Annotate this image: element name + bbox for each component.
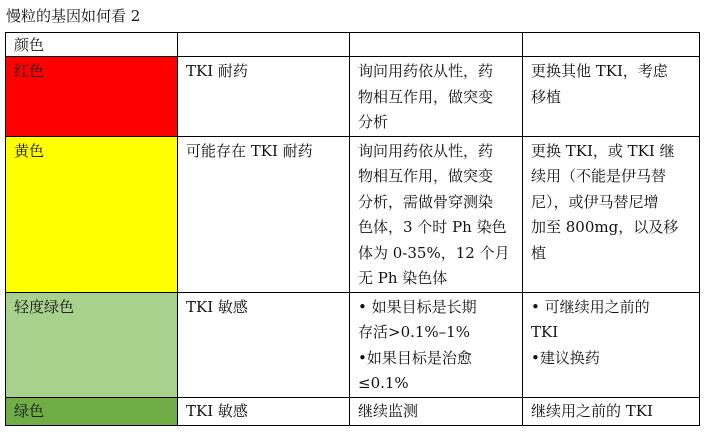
action-line: 存活>0.1%–1% (358, 323, 470, 341)
meaning-text-yellow: 可能存在 TKI 耐药 (186, 141, 313, 160)
action-line: 询问用药依从性，药 (358, 62, 494, 80)
table-header-row (6, 33, 700, 57)
table-row-red (6, 57, 700, 137)
color-name-light-green: 轻度绿色 (14, 297, 75, 316)
meaning-cell-red (178, 57, 350, 137)
action-line: ≤0.1% (358, 374, 409, 392)
advice-line: 加至 800mg，以及移 (531, 218, 679, 236)
advice-cell-green (523, 397, 700, 425)
meaning-text-green: TKI 敏感 (186, 401, 248, 420)
meaning-cell-yellow (178, 136, 350, 292)
action-line: • 如果目标是长期 (358, 297, 477, 316)
header-color-cell (6, 33, 178, 57)
meaning-cell-green (178, 397, 350, 425)
table-row-green (6, 397, 700, 425)
header-color-label: 颜色 (14, 36, 45, 54)
action-cell-green (350, 397, 523, 425)
action-line: 分析 (358, 113, 389, 131)
advice-line: 更换 TKI，或 TKI 继 (531, 141, 675, 160)
advice-line: 更换其他 TKI，考虑 (531, 62, 668, 80)
color-name-red: 红色 (14, 62, 45, 80)
color-name-yellow: 黄色 (14, 141, 45, 160)
color-name-green: 绿色 (14, 401, 45, 420)
table-row-yellow (6, 136, 700, 292)
action-cell-light-green (350, 292, 523, 397)
action-line: 询问用药依从性，药 (358, 141, 494, 160)
advice-line: 移植 (531, 87, 562, 106)
header-cell-2 (178, 33, 350, 57)
advice-line: TKI (531, 323, 559, 341)
table-row-light-green (6, 292, 700, 397)
action-line: 无 Ph 染色体 (358, 269, 448, 287)
action-line: 分析，需做骨穿测染 (358, 192, 494, 211)
gene-color-table (5, 32, 700, 426)
advice-line: 植 (531, 243, 547, 262)
action-line: 体为 0-35%，12 个月 (358, 243, 510, 262)
meaning-cell-light-green (178, 292, 350, 397)
action-line: 继续监测 (358, 401, 419, 420)
color-cell-light-green (6, 292, 178, 397)
advice-cell-red (523, 57, 700, 137)
action-line: •如果目标是治愈 (358, 348, 472, 367)
meaning-text-red: TKI 耐药 (186, 62, 248, 80)
action-line: 物相互作用，做突变 (358, 167, 494, 185)
color-cell-green (6, 397, 178, 425)
advice-line: 续用（不能是伊马替 (531, 167, 667, 185)
header-cell-4 (523, 33, 700, 57)
advice-line: 继续用之前的 TKI (531, 401, 653, 420)
action-line: 色体，3 个时 Ph 染色 (358, 218, 507, 236)
action-line: 物相互作用，做突变 (358, 87, 494, 106)
color-cell-yellow (6, 136, 178, 292)
advice-cell-yellow (523, 136, 700, 292)
action-cell-yellow (350, 136, 523, 292)
header-cell-3 (350, 33, 523, 57)
advice-line: •建议换药 (531, 348, 600, 367)
document-title: 慢粒的基因如何看 2 (6, 7, 141, 25)
advice-line: 尼），或伊马替尼增 (531, 192, 659, 211)
color-cell-red (6, 57, 178, 137)
advice-line: • 可继续用之前的 (531, 297, 650, 316)
meaning-text-light-green: TKI 敏感 (186, 297, 248, 316)
advice-cell-light-green (523, 292, 700, 397)
action-cell-red (350, 57, 523, 137)
